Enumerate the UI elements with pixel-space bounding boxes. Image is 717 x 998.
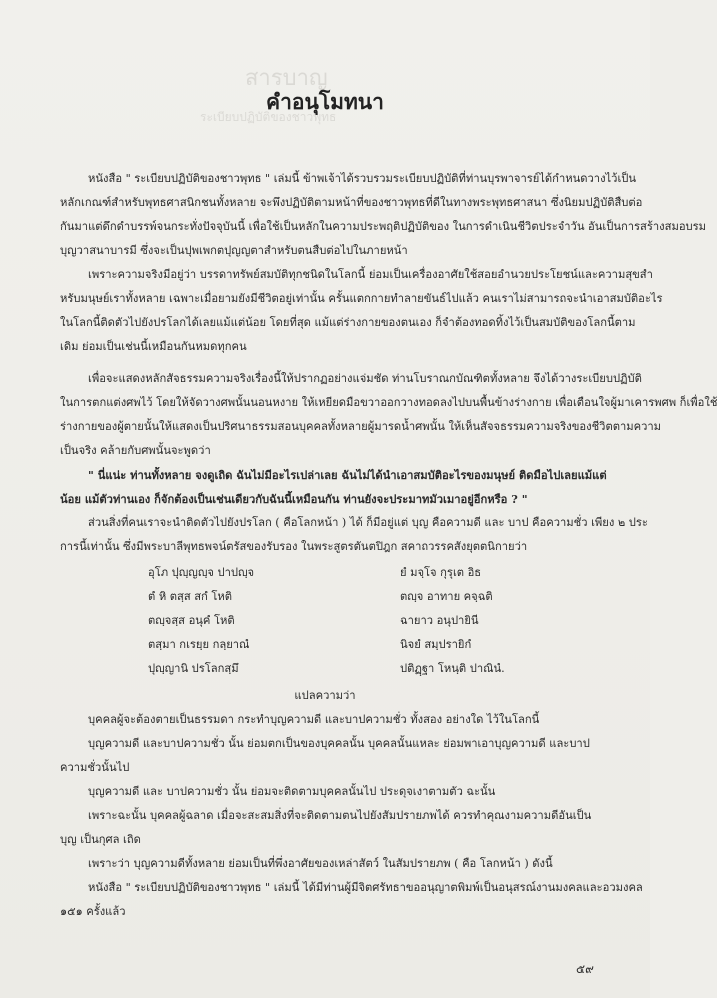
paragraph-1-line-1: หนังสือ " ระเบียบปฏิบัติของชาวพุทธ " เล่มนี้ ข้าพเจ้าได้รวบรวมระเบียบปฏิบัติที่ท่านบุรพาจารย์ได้กำหนดวางไว้เป็น (88, 172, 637, 185)
paragraph-3-line-3: ร่างกายของผู้ตายนั้นให้แสดงเป็นปริศนาธรรมสอนบุคคลทั้งหลายผู้มารดน้ำศพนั้น ให้เห็นสัจจธรรมความจริงของชีวิตตามความ (60, 420, 662, 433)
translation-line-2: บุญความดี และบาปความชั่ว นั้น ย่อมตกเป็นของบุคคลนั้น บุคคลนั้นแหละ ย่อมพาเอาบุญความดี และบาป (88, 737, 590, 750)
pali-left-2: ตํ หิ ตสฺส สกํ โหติ (148, 590, 233, 603)
translation-line-8: หนังสือ " ระเบียบปฏิบัติของชาวพุทธ " เล่มนี้ ได้มีท่านผู้มีจิตศรัทธาขออนุญาตพิมพ์เป็นอนุสรณ์งานมงคลและอวมงคล (88, 881, 643, 894)
paragraph-2-line-4: เดิม ย่อมเป็นเช่นนี้เหมือนกันหมดทุกคน (60, 340, 247, 353)
translation-line-9: ๑๕๑ ครั้งแล้ว (60, 905, 126, 918)
paragraph-3-line-4: เป็นจริง คล้ายกับศพนั้นจะพูดว่า (60, 444, 211, 457)
paragraph-4-line-2: การนี้เท่านั้น ซึ่งมีพระบาลีพุทธพจน์ตรัสของรับรอง ในพระสูตรตันตปิฎก สคาถวรรคสังยุตตนิกายว่า (60, 540, 528, 553)
pali-left-4: ตสฺมา กเรยฺย กลฺยาณํ (148, 638, 250, 651)
paragraph-1-line-3: กันมาแต่ดึกดำบรรพ์จนกระทั่งปัจจุบันนี้ เพื่อใช้เป็นหลักในความประพฤติปฏิบัติของ ในการดำเนินชีวิตประจำวัน อันเป็นการสร้างสมอบรม (60, 220, 707, 233)
translation-line-1: บุคคลผู้จะต้องตายเป็นธรรมดา กระทำบุญความดี และบาปความชั่ว ทั้งสอง อย่างใด ไว้ในโลกนี้ (88, 713, 540, 726)
pali-left-1: อุโภ ปุญฺญญฺจ ปาปญฺจ (148, 566, 255, 579)
pali-right-3: ฉายาว อนุปายินี (400, 614, 479, 627)
page-title: คำอนุโมทนา (266, 89, 384, 114)
paragraph-3-line-1: เพื่อจะแสดงหลักสัจธรรมความจริงเรื่องนี้ให้ปรากฏอย่างแจ่มชัด ท่านโบราณกบัณฑิตทั้งหลาย จึงได้วางระเบียบปฏิบัติ (88, 372, 642, 385)
bleedthrough-subheading: ระเบียบปฏิบัติของชาวพุทธ (200, 110, 337, 124)
translation-heading: แปลความว่า (294, 689, 356, 702)
paragraph-2-line-2: หรับมนุษย์เราทั้งหลาย เฉพาะเมื่อยามยังมีชีวิตอยู่เท่านั้น ครั้นแตกกายทำลายขันธ์ไปแล้ว คนเราไม่สามารถจะนำเอาสมบัติอะไร (60, 292, 663, 305)
translation-line-4: บุญความดี และ บาปความชั่ว นั้น ย่อมจะติดตามบุคคลนั้นไป ประดุจเงาตามตัว ฉะนั้น (88, 785, 496, 798)
translation-line-7: เพราะว่า บุญความดีทั้งหลาย ย่อมเป็นที่พึ่งอาศัยของเหล่าสัตว์ ในสัมปรายภพ ( คือ โลกหน้า ) ดังนี้ (88, 857, 553, 870)
paragraph-1-line-4: บุญวาสนาบารมี ซึ่งจะเป็นปุพเพกตปุญญตาสำหรับตนสืบต่อไปในภายหน้า (60, 244, 408, 257)
quote-line-1: " นี่แน่ะ ท่านทั้งหลาย จงดูเถิด ฉันไม่มีอะไรเปล่าเลย ฉันไม่ได้นำเอาสมบัติอะไรของมนุษย์ ติดมือไปเลยแม้แต่ (88, 468, 607, 482)
page-number: ๕๙ (576, 962, 594, 976)
paragraph-2-line-1: เพราะความจริงมีอยู่ว่า บรรดาทรัพย์สมบัติทุกชนิดในโลกนี้ ย่อมเป็นเครื่องอาศัยใช้สอยอำนวยประโยชน์และความสุขสำ (88, 268, 653, 281)
paragraph-1-line-2: หลักเกณฑ์สำหรับพุทธศาสนิกชนทั้งหลาย จะพึงปฏิบัติตามหน้าที่ของชาวพุทธที่ดีในทางพระพุทธศาสนา ซึ่งนิยมปฏิบัติสืบต่อ (60, 196, 643, 209)
bleedthrough-heading: สารบาญ (245, 66, 328, 91)
paragraph-3-line-2: ในการตกแต่งศพไว้ โดยให้จัดวางศพนั้นนอนหงาย ให้เหยียดมือขวาออกวางทอดลงไปบนพื้นข้างร่างกาย เพื่อเตือนใจผู้มาเคารพศพ ก็เพื่อใช้ (60, 396, 717, 409)
translation-line-3: ความชั่วนั้นไป (60, 761, 130, 774)
pali-right-5: ปติฏฺฐา โหนฺติ ปาณินํ. (400, 662, 505, 675)
translation-line-6: บุญ เป็นกุศล เถิด (60, 833, 141, 846)
pali-left-3: ตญฺจสฺส อนุคํ โหติ (148, 614, 235, 627)
pali-right-1: ยํ มจฺโจ กุรุเต อิธ (400, 566, 482, 579)
quote-line-2: น้อย แม้ตัวท่านเอง ก็จักต้องเป็นเช่นเดียวกับฉันนี้เหมือนกัน ท่านยังจะประมาทมัวเมาอยู่อีกหรือ ? " (60, 492, 528, 506)
pali-right-2: ตญฺจ อาทาย คจฺฉติ (400, 590, 493, 603)
pali-left-5: ปุญฺญานิ ปรโลกสฺมึ (148, 662, 239, 675)
pali-right-4: นิจยํ สมฺปรายิกํ (400, 638, 472, 651)
paragraph-4-line-1: ส่วนสิ่งที่คนเราจะนำติดตัวไปยังปรโลก ( คือโลกหน้า ) ได้ ก็มีอยู่แต่ บุญ คือความดี และ บาป คือความชั่ว เพียง ๒ ประ (88, 516, 648, 529)
paragraph-2-line-3: ในโลกนี้ติดตัวไปยังปรโลกได้เลยแม้แต่น้อย โดยที่สุด แม้แต่ร่างกายของตนเอง ก็จำต้องทอดทิ้งไว้เป็นสมบัติของโลกนี้ตาม (60, 316, 636, 329)
translation-line-5: เพราะฉะนั้น บุคคลผู้ฉลาด เมื่อจะสะสมสิ่งที่จะติดตามตนไปยังสัมปรายภพได้ ควรทำคุณงามความดีอันเป็น (88, 809, 592, 822)
